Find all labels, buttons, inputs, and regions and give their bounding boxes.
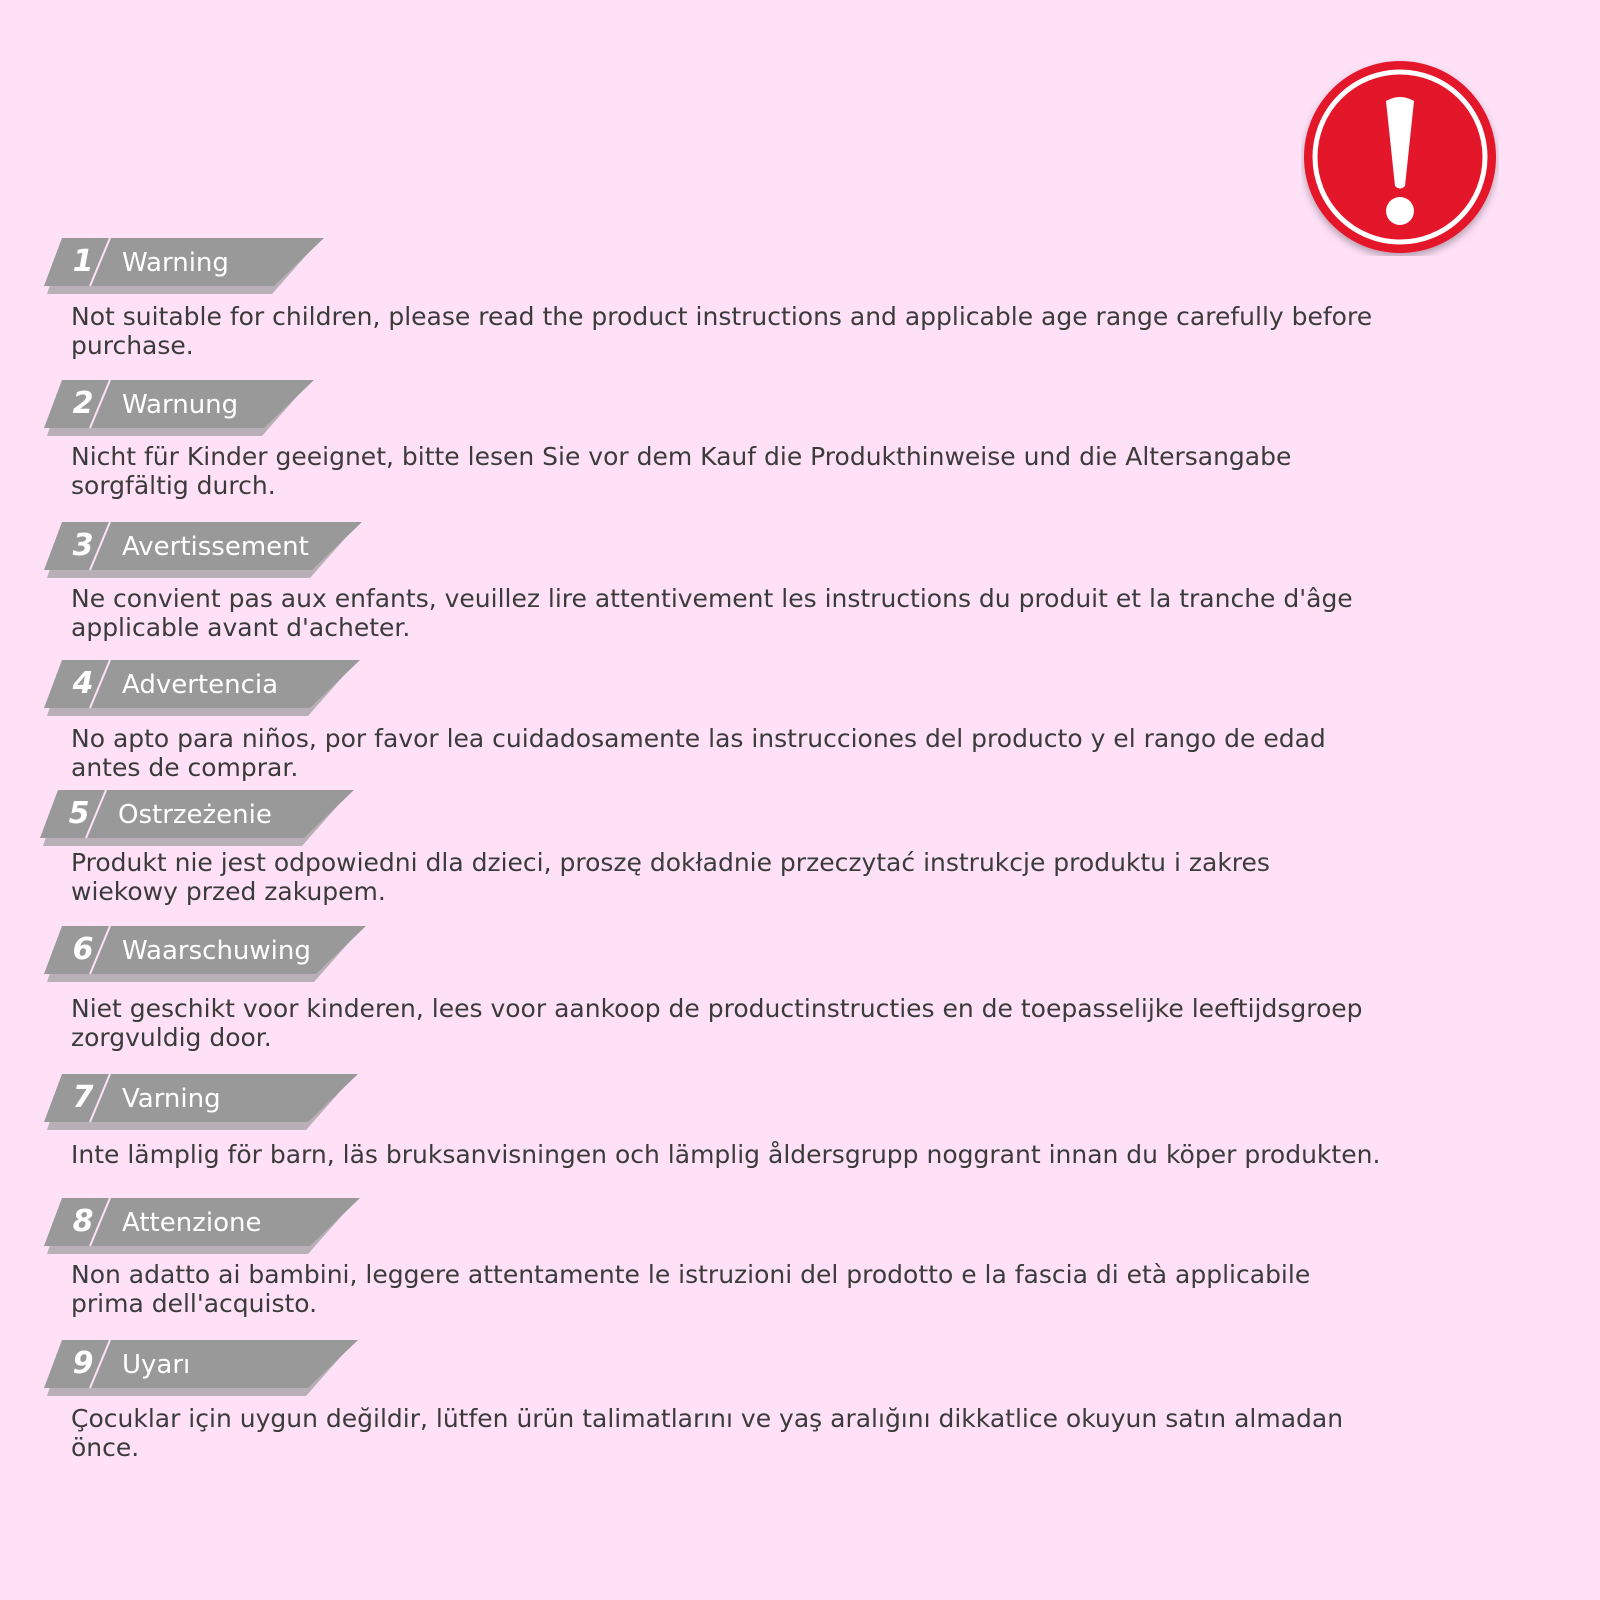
warning-tag-5: [40, 790, 354, 842]
warning-tag-3: [44, 522, 362, 574]
warning-title: Waarschuwing: [122, 936, 311, 966]
warning-number: 4: [72, 666, 94, 701]
warning-text: Niet geschikt voor kinderen, lees voor aankoop de productinstructies en de toepasselijke leeftijdsgroep zorgvuldig door.: [71, 994, 1363, 1052]
warning-tag-8: [44, 1198, 360, 1250]
warning-title: Warning: [122, 248, 229, 278]
warning-number: 3: [72, 528, 94, 563]
warning-number: 8: [72, 1204, 94, 1239]
warning-title: Attenzione: [122, 1208, 262, 1238]
warning-tag-4: [44, 660, 360, 712]
warning-title: Avertissement: [122, 532, 309, 562]
warning-text: Non adatto ai bambini, leggere attentamente le istruzioni del prodotto e la fascia di età applicabile prima dell'acquisto.: [71, 1260, 1311, 1318]
warning-title: Varning: [122, 1084, 221, 1114]
warning-title: Uyarı: [122, 1350, 191, 1380]
warning-text: Produkt nie jest odpowiedni dla dzieci, proszę dokładnie przeczytać instrukcje produktu i zakres wiekowy przed zakupem.: [71, 848, 1270, 906]
warning-title: Ostrzeżenie: [118, 800, 272, 830]
warning-text: Inte lämplig för barn, läs bruksanvisningen och lämplig åldersgrupp noggrant innan du köper produkten.: [71, 1140, 1381, 1169]
warning-number: 1: [72, 244, 94, 279]
warning-title: Advertencia: [122, 670, 279, 700]
warning-tag-2: [44, 380, 314, 432]
warning-number: 9: [72, 1346, 94, 1381]
warning-text: No apto para niños, por favor lea cuidadosamente las instrucciones del producto y el rango de edad antes de comprar.: [71, 724, 1326, 782]
warning-title: Warnung: [122, 390, 239, 420]
warning-text: Nicht für Kinder geeignet, bitte lesen Sie vor dem Kauf die Produkthinweise und die Altersangabe sorgfältig durch.: [71, 442, 1292, 500]
warning-tag-9: [44, 1340, 358, 1392]
warning-text: Çocuklar için uygun değildir, lütfen ürün talimatlarını ve yaş aralığını dikkatlice okuyun satın almadan önce.: [71, 1404, 1344, 1462]
warning-tag-7: [44, 1074, 358, 1126]
warning-text: Ne convient pas aux enfants, veuillez lire attentivement les instructions du produit et la tranche d'âge applicable avant d'acheter.: [71, 584, 1353, 642]
warning-tag-1: [44, 238, 324, 290]
warning-number: 2: [72, 386, 94, 421]
exclamation-circle-icon: [1301, 58, 1499, 256]
warning-text: Not suitable for children, please read the product instructions and applicable age range carefully before purchase.: [71, 302, 1373, 360]
warning-number: 5: [68, 796, 90, 831]
warning-number: 7: [72, 1080, 94, 1115]
warning-tag-6: [44, 926, 366, 978]
warning-number: 6: [72, 932, 94, 967]
